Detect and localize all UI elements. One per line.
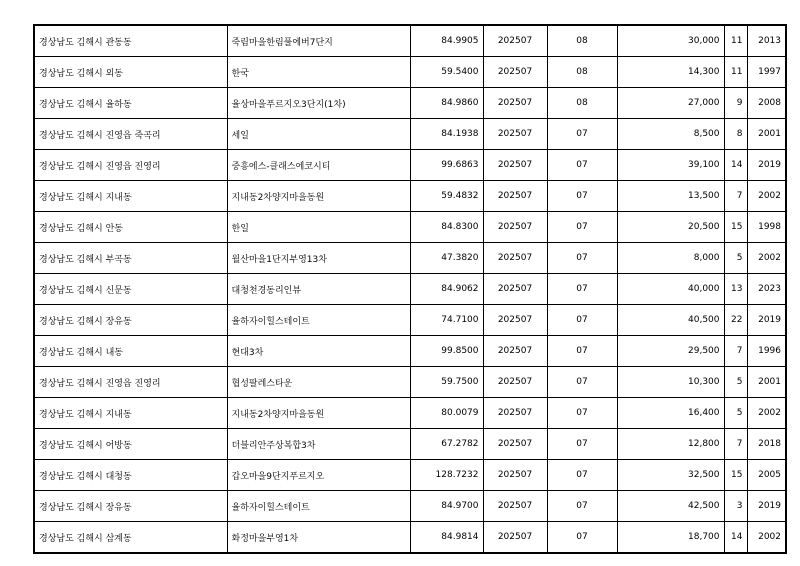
- area-cell: 128.7232: [410, 460, 483, 491]
- complex-name-cell: 죽림마을한림풀에버7단지: [227, 25, 410, 57]
- area-cell: 59.7500: [410, 367, 483, 398]
- contract-day-cell: 07: [547, 212, 617, 243]
- built-year-cell: 2019: [747, 491, 786, 522]
- area-cell: 67.2782: [410, 429, 483, 460]
- table-row: [34, 212, 786, 243]
- price-cell: 29,500: [617, 336, 724, 367]
- address-cell: 경상남도 김해시 삼계동: [34, 522, 227, 554]
- address-cell: 경상남도 김해시 진영읍 죽곡리: [34, 119, 227, 150]
- price-cell: 40,000: [617, 274, 724, 305]
- contract-month-cell: 202507: [483, 429, 547, 460]
- area-cell: 84.9814: [410, 522, 483, 554]
- complex-name-cell: 율하자이힐스테이트: [227, 305, 410, 336]
- price-cell: 18,700: [617, 522, 724, 554]
- price-cell: 40,500: [617, 305, 724, 336]
- complex-name-cell: 세일: [227, 119, 410, 150]
- contract-month-cell: 202507: [483, 212, 547, 243]
- address-cell: 경상남도 김해시 신문동: [34, 274, 227, 305]
- table-row: [34, 119, 786, 150]
- floor-cell: 7: [724, 181, 747, 212]
- table-row: [34, 57, 786, 88]
- complex-name-cell: 대청천경동리인뷰: [227, 274, 410, 305]
- floor-cell: 22: [724, 305, 747, 336]
- contract-month-cell: 202507: [483, 491, 547, 522]
- address-cell: 경상남도 김해시 지내동: [34, 398, 227, 429]
- area-cell: 99.8500: [410, 336, 483, 367]
- contract-day-cell: 08: [547, 57, 617, 88]
- table-row: [34, 429, 786, 460]
- contract-day-cell: 07: [547, 336, 617, 367]
- contract-day-cell: 07: [547, 429, 617, 460]
- floor-cell: 11: [724, 25, 747, 57]
- built-year-cell: 2008: [747, 88, 786, 119]
- address-cell: 경상남도 김해시 부곡동: [34, 243, 227, 274]
- complex-name-cell: 중흥에스-클래스에코시티: [227, 150, 410, 181]
- complex-name-cell: 화정마을부영1차: [227, 522, 410, 554]
- built-year-cell: 2018: [747, 429, 786, 460]
- complex-name-cell: 갑오마을9단지푸르지오: [227, 460, 410, 491]
- contract-day-cell: 07: [547, 491, 617, 522]
- complex-name-cell: 한국: [227, 57, 410, 88]
- table-row: [34, 274, 786, 305]
- contract-month-cell: 202507: [483, 57, 547, 88]
- floor-cell: 7: [724, 336, 747, 367]
- price-cell: 42,500: [617, 491, 724, 522]
- contract-month-cell: 202507: [483, 88, 547, 119]
- contract-month-cell: 202507: [483, 181, 547, 212]
- address-cell: 경상남도 김해시 대청동: [34, 460, 227, 491]
- contract-month-cell: 202507: [483, 398, 547, 429]
- area-cell: 99.6863: [410, 150, 483, 181]
- contract-day-cell: 07: [547, 243, 617, 274]
- floor-cell: 11: [724, 57, 747, 88]
- contract-day-cell: 07: [547, 119, 617, 150]
- built-year-cell: 2013: [747, 25, 786, 57]
- transactions-table: [33, 24, 787, 554]
- contract-month-cell: 202507: [483, 305, 547, 336]
- price-cell: 13,500: [617, 181, 724, 212]
- contract-month-cell: 202507: [483, 119, 547, 150]
- area-cell: 59.4832: [410, 181, 483, 212]
- price-cell: 10,300: [617, 367, 724, 398]
- built-year-cell: 2002: [747, 243, 786, 274]
- floor-cell: 5: [724, 243, 747, 274]
- area-cell: 84.9860: [410, 88, 483, 119]
- built-year-cell: 2001: [747, 119, 786, 150]
- address-cell: 경상남도 김해시 내동: [34, 336, 227, 367]
- contract-day-cell: 08: [547, 88, 617, 119]
- price-cell: 8,000: [617, 243, 724, 274]
- area-cell: 47.3820: [410, 243, 483, 274]
- table-row: [34, 150, 786, 181]
- contract-day-cell: 07: [547, 398, 617, 429]
- table-row: [34, 491, 786, 522]
- built-year-cell: 2023: [747, 274, 786, 305]
- complex-name-cell: 율상마을푸르지오3단지(1차): [227, 88, 410, 119]
- floor-cell: 7: [724, 429, 747, 460]
- area-cell: 74.7100: [410, 305, 483, 336]
- address-cell: 경상남도 김해시 지내동: [34, 181, 227, 212]
- contract-month-cell: 202507: [483, 25, 547, 57]
- built-year-cell: 2019: [747, 305, 786, 336]
- table-row: [34, 398, 786, 429]
- area-cell: 84.9062: [410, 274, 483, 305]
- contract-day-cell: 07: [547, 274, 617, 305]
- area-cell: 59.5400: [410, 57, 483, 88]
- area-cell: 84.1938: [410, 119, 483, 150]
- area-cell: 84.9700: [410, 491, 483, 522]
- floor-cell: 5: [724, 367, 747, 398]
- contract-day-cell: 07: [547, 150, 617, 181]
- complex-name-cell: 협성팔레스타운: [227, 367, 410, 398]
- table-row: [34, 181, 786, 212]
- area-cell: 80.0079: [410, 398, 483, 429]
- address-cell: 경상남도 김해시 장유동: [34, 491, 227, 522]
- price-cell: 32,500: [617, 460, 724, 491]
- floor-cell: 3: [724, 491, 747, 522]
- complex-name-cell: 한일: [227, 212, 410, 243]
- table-row: [34, 25, 786, 57]
- contract-month-cell: 202507: [483, 367, 547, 398]
- address-cell: 경상남도 김해시 안동: [34, 212, 227, 243]
- table-row: [34, 460, 786, 491]
- address-cell: 경상남도 김해시 외동: [34, 57, 227, 88]
- area-cell: 84.8300: [410, 212, 483, 243]
- address-cell: 경상남도 김해시 장유동: [34, 305, 227, 336]
- floor-cell: 15: [724, 460, 747, 491]
- complex-name-cell: 현대3차: [227, 336, 410, 367]
- contract-day-cell: 07: [547, 367, 617, 398]
- built-year-cell: 1997: [747, 57, 786, 88]
- address-cell: 경상남도 김해시 진영읍 진영리: [34, 150, 227, 181]
- price-cell: 8,500: [617, 119, 724, 150]
- price-cell: 16,400: [617, 398, 724, 429]
- complex-name-cell: 지내동2차양지마을동원: [227, 181, 410, 212]
- address-cell: 경상남도 김해시 어방동: [34, 429, 227, 460]
- floor-cell: 14: [724, 522, 747, 554]
- price-cell: 14,300: [617, 57, 724, 88]
- address-cell: 경상남도 김해시 율하동: [34, 88, 227, 119]
- contract-day-cell: 07: [547, 460, 617, 491]
- built-year-cell: 2001: [747, 367, 786, 398]
- table-row: [34, 243, 786, 274]
- complex-name-cell: 지내동2차양지마을동원: [227, 398, 410, 429]
- address-cell: 경상남도 김해시 진영읍 진영리: [34, 367, 227, 398]
- contract-month-cell: 202507: [483, 460, 547, 491]
- price-cell: 39,100: [617, 150, 724, 181]
- price-cell: 30,000: [617, 25, 724, 57]
- built-year-cell: 1996: [747, 336, 786, 367]
- table-row: [34, 88, 786, 119]
- contract-day-cell: 07: [547, 305, 617, 336]
- area-cell: 84.9905: [410, 25, 483, 57]
- complex-name-cell: 월산마을1단지부영13차: [227, 243, 410, 274]
- contract-month-cell: 202507: [483, 243, 547, 274]
- price-cell: 12,800: [617, 429, 724, 460]
- price-cell: 20,500: [617, 212, 724, 243]
- table-row: [34, 336, 786, 367]
- built-year-cell: 2019: [747, 150, 786, 181]
- built-year-cell: 2002: [747, 522, 786, 554]
- floor-cell: 15: [724, 212, 747, 243]
- table-row: [34, 367, 786, 398]
- contract-month-cell: 202507: [483, 274, 547, 305]
- address-cell: 경상남도 김해시 관동동: [34, 25, 227, 57]
- complex-name-cell: 더블리안주상복합3차: [227, 429, 410, 460]
- table-row: [34, 522, 786, 554]
- built-year-cell: 2002: [747, 181, 786, 212]
- table-row: [34, 305, 786, 336]
- contract-day-cell: 08: [547, 25, 617, 57]
- floor-cell: 8: [724, 119, 747, 150]
- floor-cell: 9: [724, 88, 747, 119]
- floor-cell: 13: [724, 274, 747, 305]
- built-year-cell: 1998: [747, 212, 786, 243]
- contract-month-cell: 202507: [483, 336, 547, 367]
- built-year-cell: 2002: [747, 398, 786, 429]
- complex-name-cell: 율하자이힐스테이트: [227, 491, 410, 522]
- contract-day-cell: 07: [547, 181, 617, 212]
- floor-cell: 5: [724, 398, 747, 429]
- contract-day-cell: 07: [547, 522, 617, 554]
- contract-month-cell: 202507: [483, 150, 547, 181]
- floor-cell: 14: [724, 150, 747, 181]
- built-year-cell: 2005: [747, 460, 786, 491]
- price-cell: 27,000: [617, 88, 724, 119]
- contract-month-cell: 202507: [483, 522, 547, 554]
